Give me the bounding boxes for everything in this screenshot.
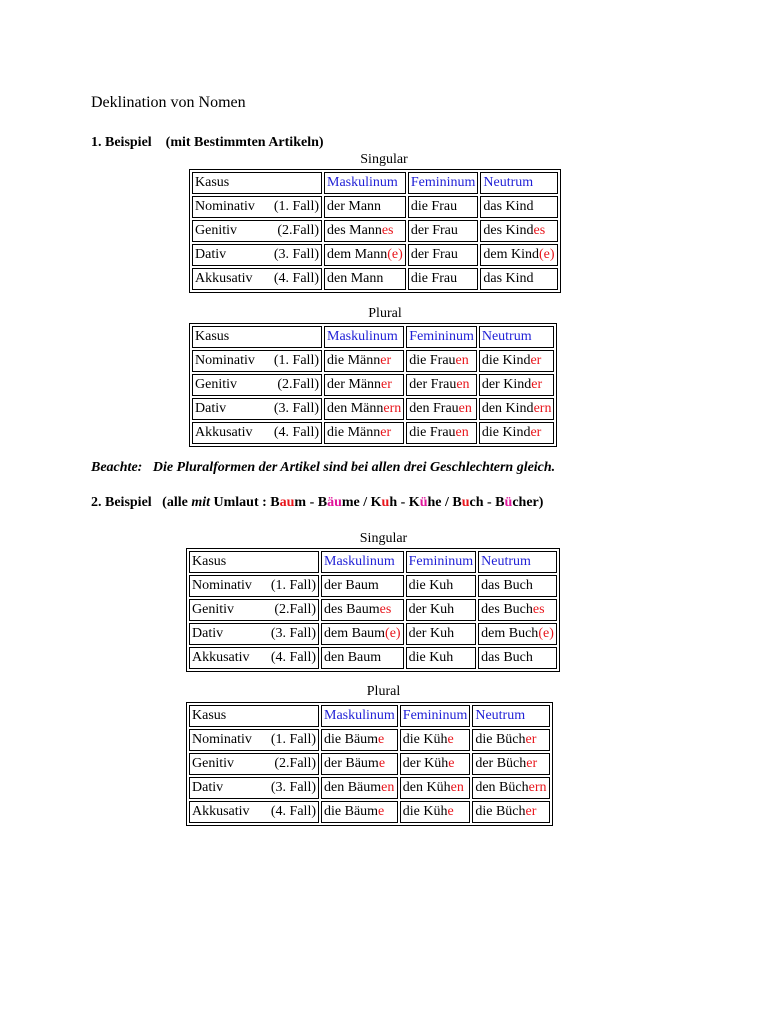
stem-text: den Baum xyxy=(324,650,382,665)
stem-text: m - B xyxy=(294,495,328,510)
table-row xyxy=(189,801,550,823)
stem-text: der Frau xyxy=(410,247,458,262)
kasus-name: Dativ xyxy=(195,401,227,416)
ending-text: ern xyxy=(533,401,552,416)
table-row xyxy=(192,244,558,266)
stem-text: die Küh xyxy=(402,804,448,819)
stem-text: den Mann xyxy=(327,271,384,286)
fall-label: (2.Fall) xyxy=(277,377,319,392)
stem-text: der Mann xyxy=(327,199,382,214)
fall-label: (3. Fall) xyxy=(273,247,319,262)
kasus-cell xyxy=(189,647,319,669)
fall-label: (1. Fall) xyxy=(270,578,316,593)
kasus-cell xyxy=(189,729,319,751)
form-cell-f xyxy=(408,244,479,266)
ending-text: en xyxy=(458,401,472,416)
table-row xyxy=(189,777,550,799)
stem-text: das Buch xyxy=(481,650,533,665)
stem-text: der Büch xyxy=(475,756,527,771)
form-cell-m xyxy=(324,244,406,266)
form-cell-f xyxy=(408,268,479,290)
form-cell-m xyxy=(321,599,404,621)
form-cell-n xyxy=(480,196,557,218)
form-cell-n xyxy=(479,374,555,396)
example-1-plural-table xyxy=(189,323,557,447)
stem-text: die Kuh xyxy=(408,578,454,593)
table-row xyxy=(189,729,550,751)
table-row xyxy=(189,623,557,645)
stem-text: he / B xyxy=(427,495,462,510)
ending-text: äu xyxy=(327,495,342,510)
ending-text: (e) xyxy=(385,626,401,641)
kasus-cell xyxy=(189,801,319,823)
header-gender: Neutrum xyxy=(478,551,557,573)
example-1-note: (mit Bestimmten Artikeln) xyxy=(165,135,324,150)
form-cell-f xyxy=(406,350,477,372)
stem-text: den Küh xyxy=(402,780,451,795)
kasus-name: Nominativ xyxy=(192,732,252,747)
stem-text: den Bäum xyxy=(324,780,382,795)
form-cell-f xyxy=(408,196,479,218)
note-label: Beachte: xyxy=(91,460,143,475)
form-cell-n xyxy=(478,647,557,669)
stem-text: das Kind xyxy=(483,271,534,286)
table-row xyxy=(192,268,558,290)
form-cell-f xyxy=(406,647,477,669)
stem-text: dem Mann xyxy=(327,247,388,262)
kasus-cell xyxy=(192,350,322,372)
stem-text: dem Kind xyxy=(483,247,539,262)
stem-text: cher) xyxy=(512,495,544,510)
ending-text: er xyxy=(525,804,537,819)
kasus-name: Akkusativ xyxy=(192,650,250,665)
form-cell-m xyxy=(324,268,406,290)
kasus-cell xyxy=(192,244,322,266)
table-row xyxy=(189,753,550,775)
header-gender: Femininum xyxy=(406,551,477,573)
form-cell-m xyxy=(324,374,404,396)
kasus-cell xyxy=(189,599,319,621)
example-2-singular-table xyxy=(186,548,560,672)
ending-text: er xyxy=(380,353,392,368)
fall-label: (4. Fall) xyxy=(273,425,319,440)
stem-text: die Frau xyxy=(410,199,458,214)
fall-label: (4. Fall) xyxy=(273,271,319,286)
table-row xyxy=(189,575,557,597)
stem-text: h - K xyxy=(389,495,420,510)
page-title: Deklination von Nomen xyxy=(91,94,246,111)
ending-text: es xyxy=(532,602,545,617)
form-cell-n xyxy=(479,398,555,420)
stem-text: den Frau xyxy=(409,401,459,416)
form-cell-n xyxy=(478,599,557,621)
header-kasus: Kasus xyxy=(189,551,319,573)
ending-text: er xyxy=(531,377,543,392)
stem-text: dem Buch xyxy=(481,626,539,641)
form-cell-n xyxy=(480,244,557,266)
table-row xyxy=(192,374,554,396)
kasus-cell xyxy=(192,398,322,420)
form-cell-f xyxy=(406,422,477,444)
header-gender: Neutrum xyxy=(479,326,555,348)
form-cell-n xyxy=(472,729,549,751)
stem-text: das Buch xyxy=(481,578,533,593)
fall-label: (1. Fall) xyxy=(273,199,319,214)
form-cell-f xyxy=(406,599,477,621)
stem-text: der Kuh xyxy=(408,602,455,617)
stem-text: der Baum xyxy=(324,578,379,593)
form-cell-m xyxy=(324,196,406,218)
header-gender: Femininum xyxy=(406,326,477,348)
ending-text: en xyxy=(455,425,469,440)
form-cell-m xyxy=(321,777,398,799)
stem-text: me / K xyxy=(341,495,382,510)
form-cell-m xyxy=(321,753,398,775)
stem-text: des Kind xyxy=(483,223,534,238)
stem-text: die Kind xyxy=(481,353,531,368)
header-row xyxy=(192,172,558,194)
fall-label: (1. Fall) xyxy=(273,353,319,368)
ending-text: er xyxy=(525,732,537,747)
kasus-name: Dativ xyxy=(195,247,227,262)
stem-text: dem Baum xyxy=(324,626,386,641)
stem-text: die Büch xyxy=(475,732,526,747)
ending-text: e xyxy=(378,804,385,819)
form-cell-n xyxy=(480,268,557,290)
stem-text: der Bäum xyxy=(324,756,379,771)
form-cell-n xyxy=(480,220,557,242)
form-cell-f xyxy=(408,220,479,242)
stem-text: die Frau xyxy=(409,353,456,368)
stem-text: die Bäum xyxy=(324,804,379,819)
form-cell-n xyxy=(472,801,549,823)
example-2-heading xyxy=(91,495,543,511)
fall-label: (3. Fall) xyxy=(270,626,316,641)
kasus-name: Akkusativ xyxy=(192,804,250,819)
form-cell-f xyxy=(406,374,477,396)
stem-text: (alle xyxy=(162,495,192,510)
stem-text: das Kind xyxy=(483,199,534,214)
form-cell-m xyxy=(324,422,404,444)
table-row xyxy=(192,422,554,444)
form-cell-m xyxy=(324,350,404,372)
note xyxy=(91,460,555,476)
header-gender: Neutrum xyxy=(480,172,557,194)
stem-text: die Männ xyxy=(327,425,381,440)
stem-text: die Büch xyxy=(475,804,526,819)
header-gender: Femininum xyxy=(408,172,479,194)
header-row xyxy=(189,705,550,727)
ending-text: en xyxy=(450,780,464,795)
ending-text: e xyxy=(447,804,454,819)
ending-text: es xyxy=(381,223,394,238)
example-1-heading xyxy=(91,135,324,151)
form-cell-n xyxy=(472,753,549,775)
kasus-cell xyxy=(192,374,322,396)
stem-text: der Frau xyxy=(409,377,457,392)
kasus-name: Nominativ xyxy=(195,353,255,368)
ending-text: ern xyxy=(383,401,402,416)
stem-text: der Kuh xyxy=(408,626,455,641)
form-cell-m xyxy=(324,398,404,420)
stem-text: die Kind xyxy=(481,425,531,440)
header-kasus: Kasus xyxy=(192,326,322,348)
kasus-name: Genitiv xyxy=(195,377,237,392)
form-cell-f xyxy=(400,753,471,775)
kasus-cell xyxy=(192,196,322,218)
kasus-name: Nominativ xyxy=(195,199,255,214)
fall-label: (3. Fall) xyxy=(273,401,319,416)
form-cell-m xyxy=(321,575,404,597)
kasus-name: Genitiv xyxy=(192,756,234,771)
form-cell-n xyxy=(478,575,557,597)
header-gender: Femininum xyxy=(400,705,471,727)
fall-label: (2.Fall) xyxy=(274,756,316,771)
example-1-singular-table xyxy=(189,169,561,293)
kasus-cell xyxy=(192,268,322,290)
note-text: Die Pluralformen der Artikel sind bei allen drei Geschlechtern gleich. xyxy=(152,460,556,475)
header-gender: Neutrum xyxy=(472,705,549,727)
stem-text: die Küh xyxy=(402,732,448,747)
stem-text: die Kuh xyxy=(408,650,454,665)
ending-text: er xyxy=(526,756,538,771)
form-cell-f xyxy=(400,801,471,823)
stem-text: die Männ xyxy=(327,353,381,368)
stem-text: mit xyxy=(191,495,210,510)
kasus-name: Akkusativ xyxy=(195,271,253,286)
ending-text: (e) xyxy=(538,626,554,641)
stem-text: die Frau xyxy=(410,271,458,286)
form-cell-m xyxy=(321,729,398,751)
kasus-cell xyxy=(189,623,319,645)
fall-label: (2.Fall) xyxy=(274,602,316,617)
kasus-name: Dativ xyxy=(192,626,224,641)
table-row xyxy=(192,350,554,372)
ending-text: u xyxy=(381,495,390,510)
ending-text: es xyxy=(533,223,546,238)
kasus-name: Dativ xyxy=(192,780,224,795)
ending-text: (e) xyxy=(538,247,555,262)
ending-text: ern xyxy=(528,780,547,795)
stem-text: die Bäum xyxy=(324,732,379,747)
example-2-plural-table xyxy=(186,702,553,826)
stem-text: den Männ xyxy=(327,401,384,416)
example-1-number: 1. Beispiel xyxy=(91,135,152,150)
ending-text: e xyxy=(378,732,385,747)
form-cell-f xyxy=(406,623,477,645)
ending-text: en xyxy=(381,780,395,795)
table-row xyxy=(192,220,558,242)
fall-label: (4. Fall) xyxy=(270,650,316,665)
form-cell-m xyxy=(321,623,404,645)
example-2-note xyxy=(162,495,543,510)
ending-text: er xyxy=(530,353,542,368)
fall-label: (2.Fall) xyxy=(277,223,319,238)
stem-text: den Büch xyxy=(475,780,529,795)
fall-label: (3. Fall) xyxy=(270,780,316,795)
ending-text: er xyxy=(381,377,392,392)
ending-text: (e) xyxy=(387,247,403,262)
stem-text: ch - B xyxy=(469,495,505,510)
form-cell-f xyxy=(406,575,477,597)
kasus-name: Genitiv xyxy=(192,602,234,617)
example-2-plural-caption: Plural xyxy=(366,684,401,699)
header-gender: Maskulinum xyxy=(321,705,398,727)
header-kasus: Kasus xyxy=(192,172,322,194)
ending-text: er xyxy=(530,425,542,440)
kasus-cell xyxy=(192,422,322,444)
stem-text: den Kind xyxy=(481,401,534,416)
form-cell-m xyxy=(321,801,398,823)
ending-text: en xyxy=(456,377,470,392)
ending-text: es xyxy=(379,602,392,617)
stem-text: der Männ xyxy=(327,377,382,392)
kasus-cell xyxy=(189,753,319,775)
fall-label: (1. Fall) xyxy=(270,732,316,747)
ending-text: au xyxy=(279,495,295,510)
header-gender: Maskulinum xyxy=(324,326,404,348)
example-1-singular-caption: Singular xyxy=(360,152,408,167)
header-gender: Maskulinum xyxy=(324,172,406,194)
form-cell-n xyxy=(479,422,555,444)
ending-text: u xyxy=(461,495,470,510)
stem-text: die Frau xyxy=(409,425,456,440)
header-row xyxy=(192,326,554,348)
stem-text: des Buch xyxy=(481,602,533,617)
example-2-number: 2. Beispiel xyxy=(91,495,152,510)
table-row xyxy=(192,196,558,218)
stem-text: B xyxy=(270,495,280,510)
kasus-cell xyxy=(189,777,319,799)
ending-text: ü xyxy=(419,495,428,510)
example-1-plural-caption: Plural xyxy=(368,306,402,321)
stem-text: des Mann xyxy=(327,223,382,238)
ending-text: ü xyxy=(504,495,513,510)
kasus-name: Akkusativ xyxy=(195,425,253,440)
stem-text: der Küh xyxy=(402,756,449,771)
header-kasus: Kasus xyxy=(189,705,319,727)
ending-text: er xyxy=(380,425,392,440)
stem-text: des Baum xyxy=(324,602,380,617)
form-cell-m xyxy=(324,220,406,242)
fall-label: (4. Fall) xyxy=(270,804,316,819)
ending-text: en xyxy=(455,353,469,368)
stem-text: der Frau xyxy=(410,223,458,238)
form-cell-f xyxy=(406,398,477,420)
ending-text: e xyxy=(447,732,454,747)
form-cell-n xyxy=(478,623,557,645)
header-row xyxy=(189,551,557,573)
table-row xyxy=(189,599,557,621)
kasus-name: Genitiv xyxy=(195,223,237,238)
ending-text: e xyxy=(448,756,455,771)
header-gender: Maskulinum xyxy=(321,551,404,573)
form-cell-n xyxy=(479,350,555,372)
kasus-name: Nominativ xyxy=(192,578,252,593)
table-row xyxy=(189,647,557,669)
stem-text: Umlaut : xyxy=(210,495,271,510)
kasus-cell xyxy=(192,220,322,242)
form-cell-m xyxy=(321,647,404,669)
form-cell-f xyxy=(400,729,471,751)
example-2-singular-caption: Singular xyxy=(359,531,408,546)
kasus-cell xyxy=(189,575,319,597)
stem-text: der Kind xyxy=(481,377,532,392)
form-cell-n xyxy=(472,777,549,799)
table-row xyxy=(192,398,554,420)
ending-text: e xyxy=(378,756,386,771)
form-cell-f xyxy=(400,777,471,799)
